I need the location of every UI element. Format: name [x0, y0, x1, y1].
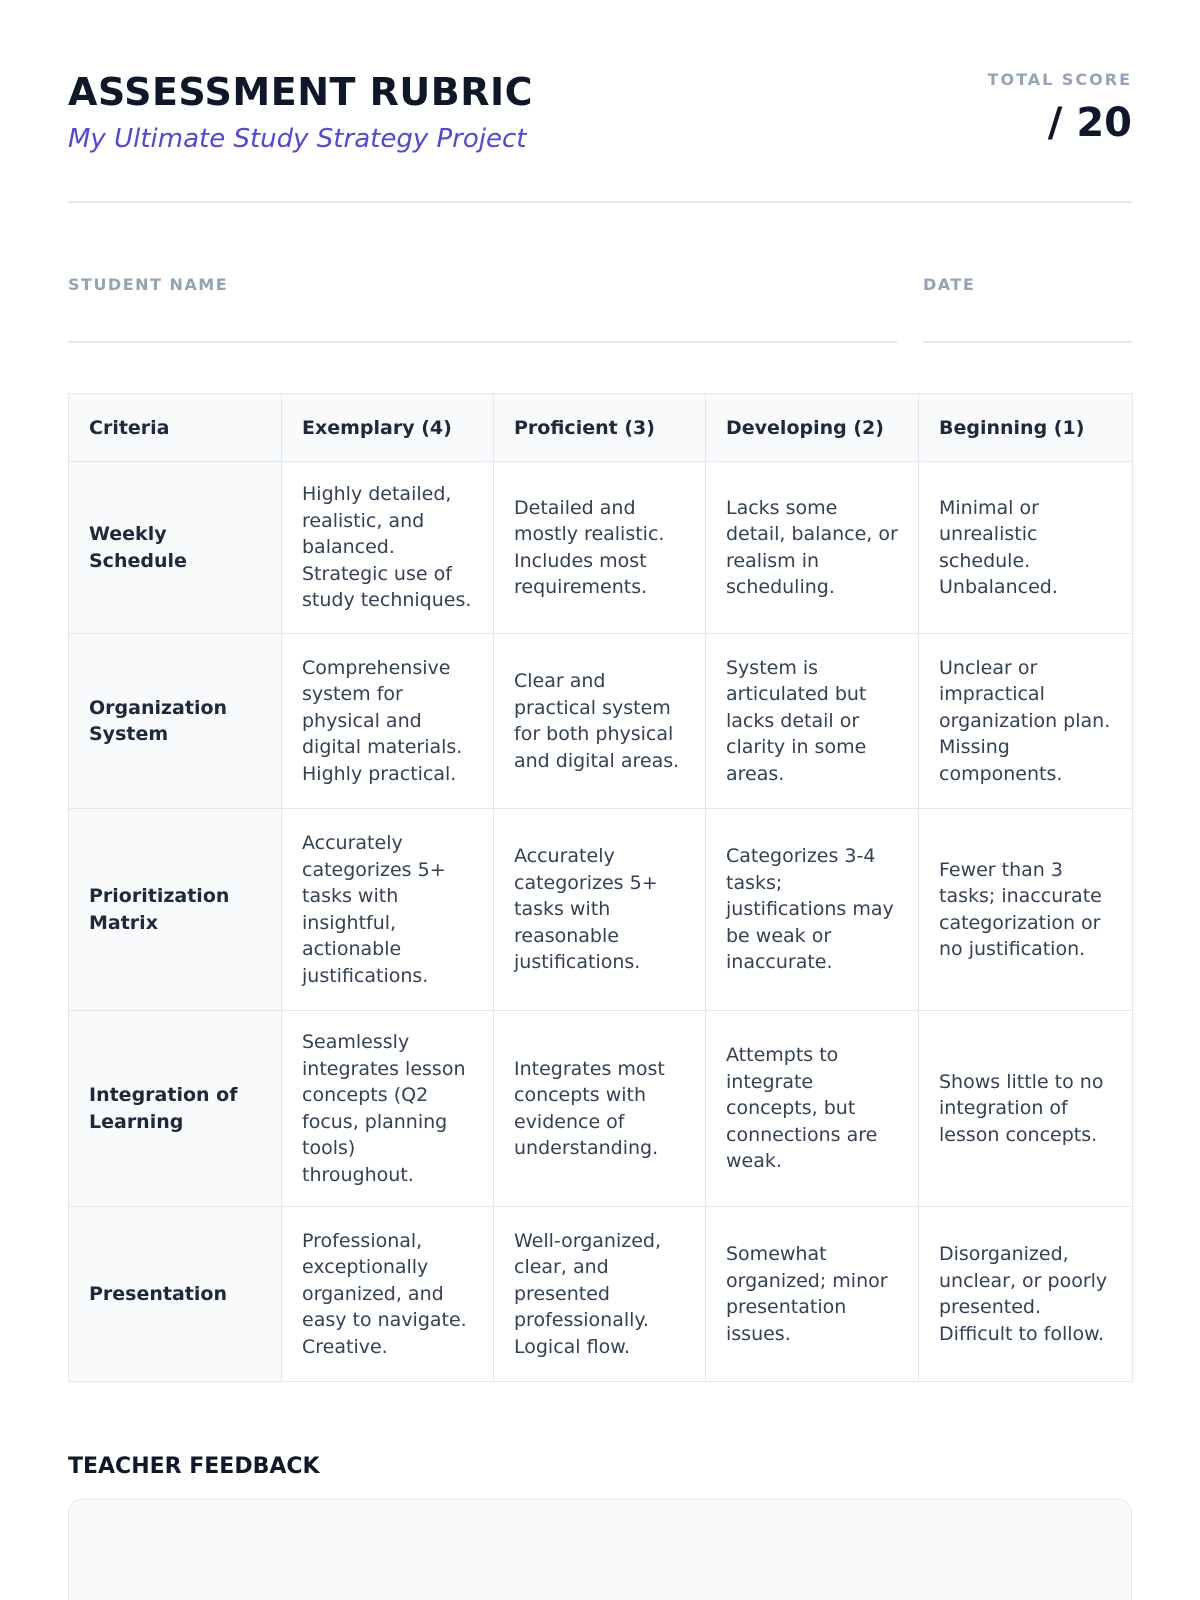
table-cell: Accurately categorizes 5+ tasks with insightful, actionable justifications. — [282, 809, 494, 1011]
table-cell: Lacks some detail, balance, or realism in scheduling. — [706, 462, 919, 634]
page-header — [68, 0, 1132, 203]
criterion-integration-of-learning: Integration of Learning — [69, 1011, 282, 1207]
total-score-value[interactable]: / 20 — [1047, 100, 1132, 146]
criterion-presentation: Presentation — [69, 1207, 282, 1382]
table-cell: Well-organized, clear, and presented professionally. Logical flow. — [494, 1207, 706, 1382]
table-cell: Highly detailed, realistic, and balanced. Strategic use of study techniques. — [282, 462, 494, 634]
criterion-organization-system: Organization System — [69, 634, 282, 809]
header-exemplary: Exemplary (4) — [282, 394, 494, 462]
table-cell: Fewer than 3 tasks; inaccurate categorization or no justification. — [919, 809, 1133, 1011]
criterion-prioritization-matrix: Prioritization Matrix — [69, 809, 282, 1011]
table-row — [69, 1207, 1133, 1382]
table-cell: Clear and practical system for both physical and digital areas. — [494, 634, 706, 809]
header-developing: Developing (2) — [706, 394, 919, 462]
header-beginning: Beginning (1) — [919, 394, 1133, 462]
table-cell: Accurately categorizes 5+ tasks with reasonable justifications. — [494, 809, 706, 1011]
table-cell: Disorganized, unclear, or poorly presented. Difficult to follow. — [919, 1207, 1133, 1382]
table-cell: Attempts to integrate concepts, but connections are weak. — [706, 1011, 919, 1207]
student-name-label: STUDENT NAME — [68, 275, 229, 294]
page-title: ASSESSMENT RUBRIC — [68, 70, 534, 114]
date-label: DATE — [923, 275, 976, 294]
table-cell: Somewhat organized; minor presentation issues. — [706, 1207, 919, 1382]
table-row — [69, 809, 1133, 1011]
table-cell: Minimal or unrealistic schedule. Unbalanced. — [919, 462, 1133, 634]
table-cell: Professional, exceptionally organized, and easy to navigate. Creative. — [282, 1207, 494, 1382]
table-cell: Categorizes 3-4 tasks; justifications may be weak or inaccurate. — [706, 809, 919, 1011]
table-row — [69, 462, 1133, 634]
criterion-weekly-schedule: Weekly Schedule — [69, 462, 282, 634]
table-cell: Comprehensive system for physical and digital materials. Highly practical. — [282, 634, 494, 809]
student-name-field[interactable] — [68, 341, 897, 343]
header-proficient: Proficient (3) — [494, 394, 706, 462]
student-info — [68, 203, 1132, 393]
table-cell: Detailed and mostly realistic. Includes most requirements. — [494, 462, 706, 634]
table-row — [69, 634, 1133, 809]
table-cell: Seamlessly integrates lesson concepts (Q2 focus, planning tools) throughout. — [282, 1011, 494, 1207]
project-subtitle: My Ultimate Study Strategy Project — [68, 124, 527, 154]
table-row — [69, 1011, 1133, 1207]
rubric-header-row — [69, 394, 1133, 462]
table-cell: Integrates most concepts with evidence of understanding. — [494, 1011, 706, 1207]
date-field[interactable] — [923, 341, 1132, 343]
header-criteria: Criteria — [69, 394, 282, 462]
table-cell: System is articulated but lacks detail or clarity in some areas. — [706, 634, 919, 809]
teacher-feedback-title: TEACHER FEEDBACK — [68, 1454, 320, 1479]
total-score-label: TOTAL SCORE — [987, 70, 1132, 89]
table-cell: Shows little to no integration of lesson concepts. — [919, 1011, 1133, 1207]
teacher-feedback-box[interactable] — [68, 1499, 1132, 1600]
table-cell: Unclear or impractical organization plan. Missing components. — [919, 634, 1133, 809]
rubric-table — [68, 393, 1133, 1382]
